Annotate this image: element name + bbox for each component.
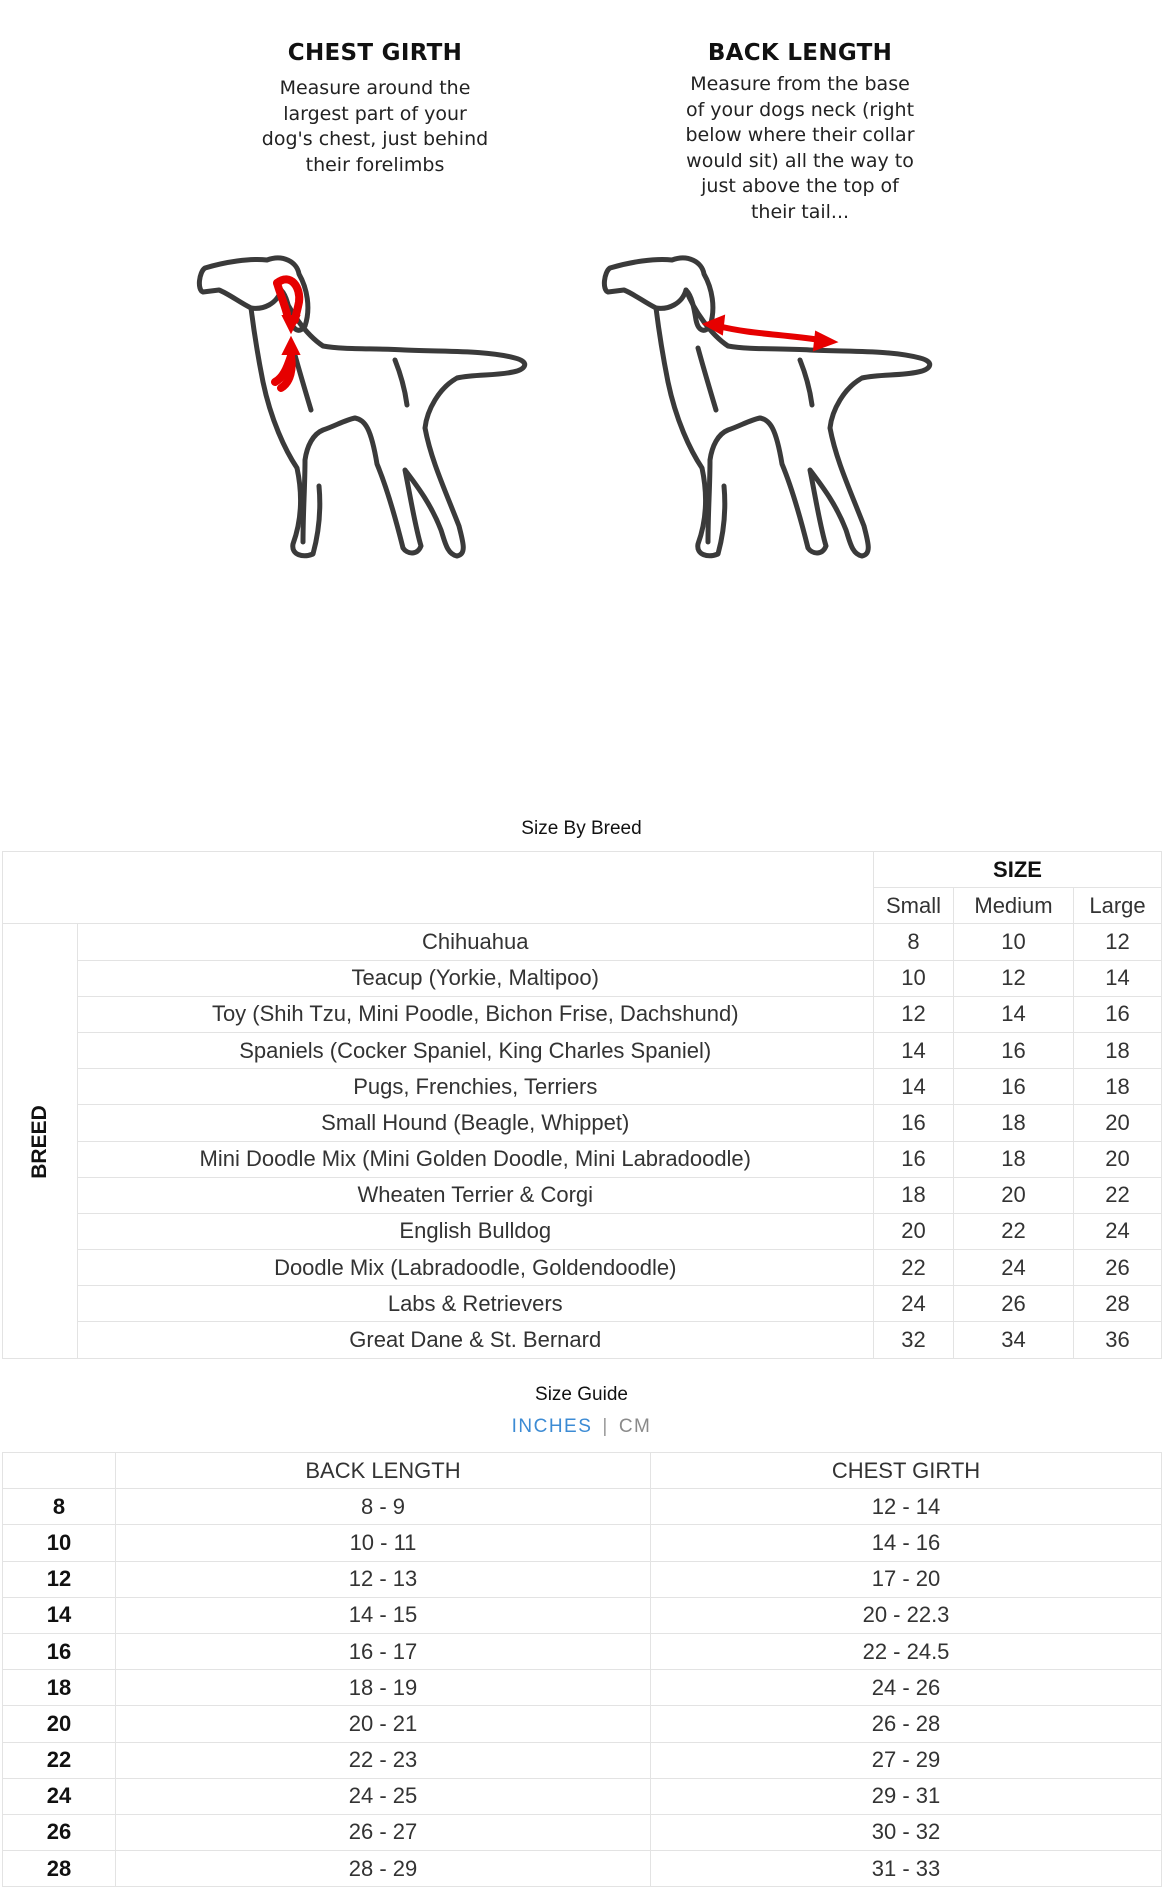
size-value: 20 bbox=[1074, 1105, 1162, 1141]
chest-girth-value: 14 - 16 bbox=[651, 1525, 1162, 1561]
back-length-line: below where their collar bbox=[685, 124, 915, 146]
size-value: 18 bbox=[1074, 1032, 1162, 1068]
table-row bbox=[3, 1489, 1162, 1525]
breed-name: Great Dane & St. Bernard bbox=[77, 1322, 873, 1358]
breed-side-label: BREED bbox=[27, 1105, 51, 1179]
size-value: 20 bbox=[954, 1177, 1074, 1213]
unit-toggle bbox=[0, 1416, 1163, 1438]
table-row bbox=[3, 1778, 1162, 1814]
back-length-value: 18 - 19 bbox=[116, 1670, 651, 1706]
breed-side-label-cell bbox=[3, 924, 78, 1358]
table-row bbox=[3, 1633, 1162, 1669]
chest-girth-value: 31 - 33 bbox=[651, 1851, 1162, 1887]
table-row bbox=[3, 924, 1162, 960]
table-row bbox=[3, 1286, 1162, 1322]
column-header-chest-girth: CHEST GIRTH bbox=[651, 1453, 1162, 1489]
size-value: 14 bbox=[874, 1032, 954, 1068]
table-row bbox=[3, 1706, 1162, 1742]
back-length-value: 26 - 27 bbox=[116, 1814, 651, 1850]
size-value: 34 bbox=[954, 1322, 1074, 1358]
table-row bbox=[3, 1069, 1162, 1105]
chest-girth-title: CHEST GIRTH bbox=[287, 40, 463, 66]
back-length-value: 12 - 13 bbox=[116, 1561, 651, 1597]
dog-back-length-illustration bbox=[600, 250, 970, 590]
chest-girth-value: 20 - 22.3 bbox=[651, 1597, 1162, 1633]
table-row bbox=[3, 1250, 1162, 1286]
chest-girth-value: 22 - 24.5 bbox=[651, 1633, 1162, 1669]
back-length-line: of your dogs neck (right bbox=[685, 98, 915, 121]
size-value: 32 bbox=[874, 1322, 954, 1358]
breed-name: Doodle Mix (Labradoodle, Goldendoodle) bbox=[77, 1250, 873, 1286]
size-value: 12 bbox=[874, 996, 954, 1032]
size-value: 28 bbox=[1074, 1286, 1162, 1322]
unit-cm-tab[interactable]: CM bbox=[618, 1416, 652, 1437]
table-header-row bbox=[3, 1453, 1162, 1489]
size-value: 18 bbox=[1074, 1069, 1162, 1105]
table-row bbox=[3, 1141, 1162, 1177]
back-length-value: 20 - 21 bbox=[116, 1706, 651, 1742]
back-length-title: BACK LENGTH bbox=[707, 40, 893, 66]
empty-corner-cell bbox=[3, 852, 874, 924]
size-label: 28 bbox=[3, 1851, 116, 1887]
breed-name: Mini Doodle Mix (Mini Golden Doodle, Mini Labradoodle) bbox=[77, 1141, 873, 1177]
column-header-medium: Medium bbox=[954, 888, 1074, 924]
back-length-description bbox=[655, 72, 945, 225]
back-length-value: 28 - 29 bbox=[116, 1851, 651, 1887]
table-row bbox=[3, 1322, 1162, 1358]
column-header-large: Large bbox=[1074, 888, 1162, 924]
size-guide-table bbox=[2, 1452, 1162, 1887]
column-header-back-length: BACK LENGTH bbox=[116, 1453, 651, 1489]
chest-girth-line: largest part of your bbox=[283, 102, 467, 125]
chest-girth-line: dog's chest, just behind bbox=[261, 128, 489, 150]
size-guide-caption: Size Guide bbox=[535, 1384, 628, 1405]
table-row bbox=[3, 996, 1162, 1032]
size-value: 10 bbox=[874, 960, 954, 996]
table-row bbox=[3, 1670, 1162, 1706]
breed-size-table bbox=[2, 851, 1162, 1359]
size-label: 18 bbox=[3, 1670, 116, 1706]
size-value: 18 bbox=[954, 1141, 1074, 1177]
size-label: 10 bbox=[3, 1525, 116, 1561]
size-value: 20 bbox=[1074, 1141, 1162, 1177]
chest-girth-line: their forelimbs bbox=[305, 153, 445, 176]
table-row bbox=[3, 1105, 1162, 1141]
size-value: 24 bbox=[954, 1250, 1074, 1286]
size-value: 16 bbox=[954, 1069, 1074, 1105]
breed-name: English Bulldog bbox=[77, 1213, 873, 1249]
chest-girth-instructions bbox=[230, 40, 520, 178]
dog-chest-girth-illustration bbox=[195, 250, 565, 590]
size-label: 12 bbox=[3, 1561, 116, 1597]
back-length-value: 16 - 17 bbox=[116, 1633, 651, 1669]
size-value: 12 bbox=[1074, 924, 1162, 960]
size-value: 14 bbox=[874, 1069, 954, 1105]
chest-girth-value: 26 - 28 bbox=[651, 1706, 1162, 1742]
size-value: 18 bbox=[874, 1177, 954, 1213]
breed-name: Toy (Shih Tzu, Mini Poodle, Bichon Frise, Dachshund) bbox=[77, 996, 873, 1032]
back-length-instructions bbox=[655, 40, 945, 225]
table-row bbox=[3, 1525, 1162, 1561]
back-length-line: Measure from the base bbox=[690, 73, 910, 95]
size-value: 26 bbox=[1074, 1250, 1162, 1286]
size-value: 14 bbox=[1074, 960, 1162, 996]
chest-girth-description bbox=[230, 76, 520, 178]
breed-name: Small Hound (Beagle, Whippet) bbox=[77, 1105, 873, 1141]
chest-girth-value: 12 - 14 bbox=[651, 1489, 1162, 1525]
table-row bbox=[3, 1742, 1162, 1778]
back-length-line: their tail... bbox=[750, 200, 850, 223]
back-length-line: would sit) all the way to bbox=[686, 149, 914, 172]
size-value: 22 bbox=[954, 1213, 1074, 1249]
size-label: 22 bbox=[3, 1742, 116, 1778]
size-value: 24 bbox=[874, 1286, 954, 1322]
table-row bbox=[3, 1032, 1162, 1068]
size-value: 16 bbox=[954, 1032, 1074, 1068]
chest-girth-value: 24 - 26 bbox=[651, 1670, 1162, 1706]
size-group-header: SIZE bbox=[874, 852, 1162, 888]
back-length-value: 24 - 25 bbox=[116, 1778, 651, 1814]
back-length-value: 14 - 15 bbox=[116, 1597, 651, 1633]
chest-girth-value: 29 - 31 bbox=[651, 1778, 1162, 1814]
size-label: 26 bbox=[3, 1814, 116, 1850]
table-row bbox=[3, 1597, 1162, 1633]
size-value: 18 bbox=[954, 1105, 1074, 1141]
breed-name: Pugs, Frenchies, Terriers bbox=[77, 1069, 873, 1105]
back-length-value: 22 - 23 bbox=[116, 1742, 651, 1778]
unit-separator: | bbox=[602, 1416, 609, 1437]
size-value: 8 bbox=[874, 924, 954, 960]
size-label: 14 bbox=[3, 1597, 116, 1633]
size-value: 10 bbox=[954, 924, 1074, 960]
breed-name: Wheaten Terrier & Corgi bbox=[77, 1177, 873, 1213]
size-label: 8 bbox=[3, 1489, 116, 1525]
table-row bbox=[3, 1814, 1162, 1850]
size-label: 24 bbox=[3, 1778, 116, 1814]
table-row bbox=[3, 1213, 1162, 1249]
chest-girth-value: 17 - 20 bbox=[651, 1561, 1162, 1597]
table-row bbox=[3, 1561, 1162, 1597]
breed-name: Spaniels (Cocker Spaniel, King Charles Spaniel) bbox=[77, 1032, 873, 1068]
size-label: 20 bbox=[3, 1706, 116, 1742]
size-value: 16 bbox=[874, 1105, 954, 1141]
size-value: 20 bbox=[874, 1213, 954, 1249]
chest-girth-value: 27 - 29 bbox=[651, 1742, 1162, 1778]
size-value: 22 bbox=[1074, 1177, 1162, 1213]
size-value: 36 bbox=[1074, 1322, 1162, 1358]
table-row bbox=[3, 960, 1162, 996]
back-length-value: 10 - 11 bbox=[116, 1525, 651, 1561]
back-length-value: 8 - 9 bbox=[116, 1489, 651, 1525]
size-value: 26 bbox=[954, 1286, 1074, 1322]
column-header-small: Small bbox=[874, 888, 954, 924]
size-value: 16 bbox=[1074, 996, 1162, 1032]
back-length-line: just above the top of bbox=[701, 175, 899, 197]
breed-name: Chihuahua bbox=[77, 924, 873, 960]
size-label: 16 bbox=[3, 1633, 116, 1669]
empty-corner-cell bbox=[3, 1453, 116, 1489]
table-row bbox=[3, 1177, 1162, 1213]
table-header-row bbox=[3, 852, 1162, 888]
unit-inches-tab[interactable]: INCHES bbox=[511, 1416, 593, 1437]
size-value: 14 bbox=[954, 996, 1074, 1032]
breed-name: Labs & Retrievers bbox=[77, 1286, 873, 1322]
size-value: 12 bbox=[954, 960, 1074, 996]
breed-name: Teacup (Yorkie, Maltipoo) bbox=[77, 960, 873, 996]
chest-girth-value: 30 - 32 bbox=[651, 1814, 1162, 1850]
table-row bbox=[3, 1851, 1162, 1887]
chest-girth-line: Measure around the bbox=[279, 77, 471, 99]
size-value: 24 bbox=[1074, 1213, 1162, 1249]
size-value: 22 bbox=[874, 1250, 954, 1286]
measurement-diagram bbox=[0, 0, 1163, 700]
breed-table-caption: Size By Breed bbox=[521, 818, 642, 839]
size-value: 16 bbox=[874, 1141, 954, 1177]
